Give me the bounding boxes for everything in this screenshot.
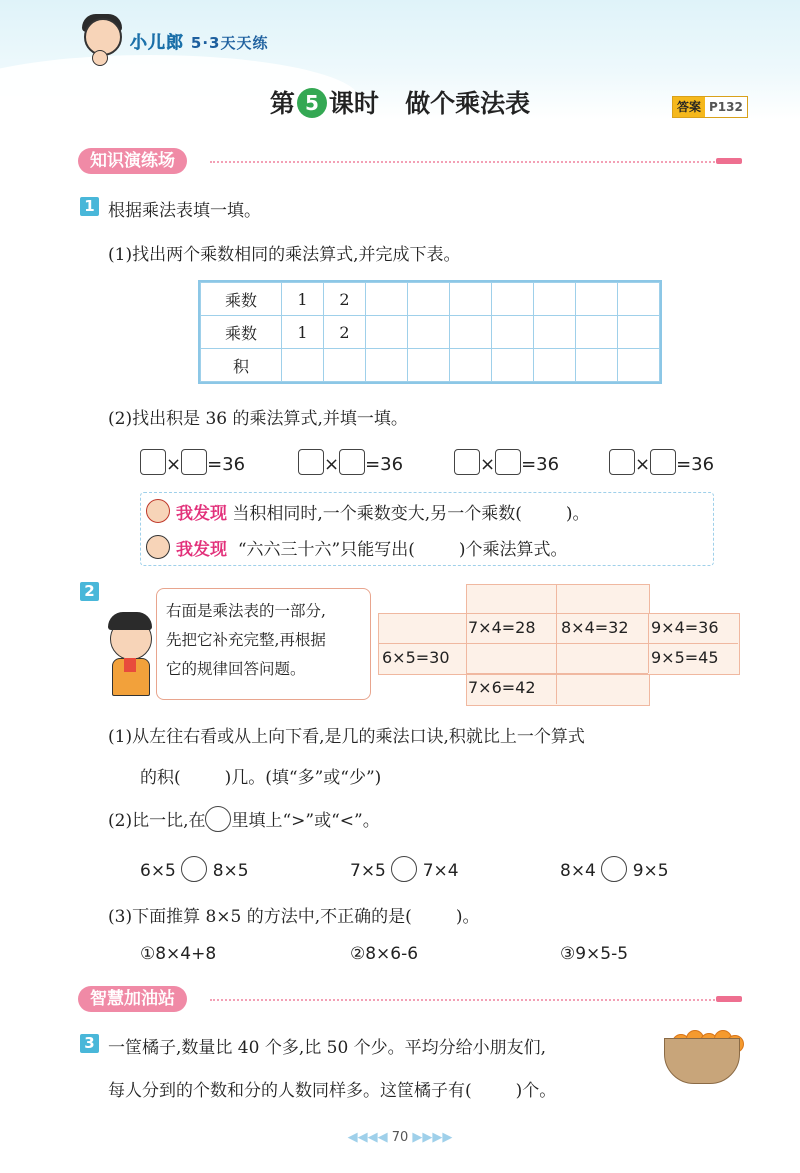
boy-hair (108, 612, 152, 630)
table-cell[interactable]: 2 (324, 316, 366, 349)
table-cell[interactable] (576, 283, 618, 316)
table-cell[interactable] (450, 349, 492, 382)
question-number-3: 3 (80, 1034, 99, 1053)
q3-line1: 一筐橘子,数量比 40 个多,比 50 个少。平均分给小朋友们, (108, 1038, 547, 1058)
answer-box[interactable] (339, 449, 365, 475)
table-row (201, 349, 660, 382)
answer-box[interactable] (140, 449, 166, 475)
table-cell[interactable] (492, 283, 534, 316)
grid-line (648, 613, 649, 673)
equation-2: × =36 (298, 449, 403, 475)
compare-1: 6×5 8×5 (140, 856, 249, 882)
answer-box[interactable] (454, 449, 480, 475)
page-footer (0, 1130, 800, 1145)
table-cell[interactable]: 1 (282, 316, 324, 349)
table-row (201, 283, 660, 316)
q2-part1-line1: (1)从左往右看或从上向下看,是几的乘法口诀,积就比上一个算式 (108, 727, 585, 747)
compare-3: 8×4 9×5 (560, 856, 669, 882)
grid-cell: 9×5=45 (651, 648, 719, 667)
table-cell[interactable] (408, 349, 450, 382)
section-divider (210, 999, 715, 1001)
section-tag-practice: 知识演练场 (78, 148, 187, 174)
page-title: 第 5 课时 做个乘法表 (269, 89, 531, 118)
table-cell[interactable] (450, 283, 492, 316)
basket (664, 1038, 740, 1084)
answer-box[interactable] (495, 449, 521, 475)
q3-line2: 每人分到的个数和分的人数同样多。这筐橘子有( )个。 (108, 1081, 557, 1101)
next-arrows-icon: ▶▶▶▶ (412, 1130, 453, 1145)
table-cell[interactable] (282, 349, 324, 382)
q2-part3: (3)下面推算 8×5 的方法中,不正确的是( )。 (108, 907, 480, 927)
table-cell[interactable] (408, 316, 450, 349)
equation-1: × =36 (140, 449, 245, 475)
discovery-1: 我发现 当积相同时,一个乘数变大,另一个乘数( )。 (176, 504, 590, 524)
table-cell[interactable]: 1 (282, 283, 324, 316)
table-cell[interactable] (576, 316, 618, 349)
option-3: ③9×5-5 (560, 944, 629, 964)
compare-circle (205, 806, 231, 832)
question-number-2: 2 (80, 582, 99, 601)
prev-arrows-icon: ◀◀◀◀ (347, 1130, 388, 1145)
table-cell[interactable] (534, 283, 576, 316)
page-number: 70 (391, 1130, 409, 1145)
section-divider (210, 161, 715, 163)
table-row (201, 316, 660, 349)
row-header: 乘数 (201, 316, 282, 349)
answer-box[interactable] (298, 449, 324, 475)
answer-reference[interactable]: 答案 P132 (672, 96, 748, 118)
row-header: 乘数 (201, 283, 282, 316)
table-cell[interactable] (366, 349, 408, 382)
compare-2: 7×5 7×4 (350, 856, 459, 882)
compare-circle[interactable] (601, 856, 627, 882)
q1-part2: (2)找出积是 36 的乘法算式,并填一填。 (108, 409, 408, 429)
grid-cell: 7×6=42 (468, 678, 536, 697)
table-cell[interactable] (534, 316, 576, 349)
grid-line (556, 584, 557, 704)
answer-box[interactable] (650, 449, 676, 475)
q1-stem: 根据乘法表填一填。 (108, 201, 261, 221)
brand-logo: 小儿郎 5·3天天练 (130, 33, 269, 53)
q2-part1-line2: 的积( )几。(填“多”或“少”) (140, 768, 382, 788)
row-header: 积 (201, 349, 282, 382)
q1-part1: (1)找出两个乘数相同的乘法算式,并完成下表。 (108, 245, 461, 265)
answer-box[interactable] (609, 449, 635, 475)
option-2: ②8×6-6 (350, 944, 419, 964)
table-cell[interactable] (366, 316, 408, 349)
equation-4: × =36 (609, 449, 714, 475)
table-cell[interactable] (618, 283, 660, 316)
grid-line (466, 584, 467, 704)
table-cell[interactable] (576, 349, 618, 382)
table-cell[interactable] (408, 283, 450, 316)
pencil-icon (716, 996, 742, 1002)
grid-cell: 7×4=28 (468, 618, 536, 637)
boy-avatar-icon (146, 535, 170, 559)
thumbs-up-icon (92, 50, 108, 66)
compare-circle[interactable] (181, 856, 207, 882)
grid-cell: 8×4=32 (561, 618, 629, 637)
table-cell[interactable] (492, 349, 534, 382)
answer-box[interactable] (181, 449, 207, 475)
table-cell[interactable]: 2 (324, 283, 366, 316)
table-cell[interactable] (366, 283, 408, 316)
question-number-1: 1 (80, 197, 99, 216)
multiplication-table (198, 280, 662, 384)
discovery-2: 我发现 “六六三十六”只能写出( )个乘法算式。 (176, 540, 568, 560)
table-cell[interactable] (492, 316, 534, 349)
option-1: ①8×4+8 (140, 944, 217, 964)
table-cell[interactable] (450, 316, 492, 349)
section-tag-challenge: 智慧加油站 (78, 986, 187, 1012)
bubble-text: 右面是乘法表的一部分, 先把它补充完整,再根据 它的规律回答问题。 (166, 602, 326, 678)
table-cell[interactable] (324, 349, 366, 382)
table-cell[interactable] (618, 349, 660, 382)
girl-avatar-icon (146, 499, 170, 523)
table-cell[interactable] (534, 349, 576, 382)
compare-circle[interactable] (391, 856, 417, 882)
square-table (200, 282, 660, 382)
grid-line (466, 643, 648, 674)
grid-cell: 6×5=30 (382, 648, 450, 667)
lesson-number-badge: 5 (297, 88, 327, 118)
equation-3: × =36 (454, 449, 559, 475)
pencil-icon (716, 158, 742, 164)
red-scarf-icon (124, 658, 136, 672)
q2-part2: (2)比一比,在 里填上“>”或“<”。 (108, 806, 380, 832)
table-cell[interactable] (618, 316, 660, 349)
grid-cell: 9×4=36 (651, 618, 719, 637)
